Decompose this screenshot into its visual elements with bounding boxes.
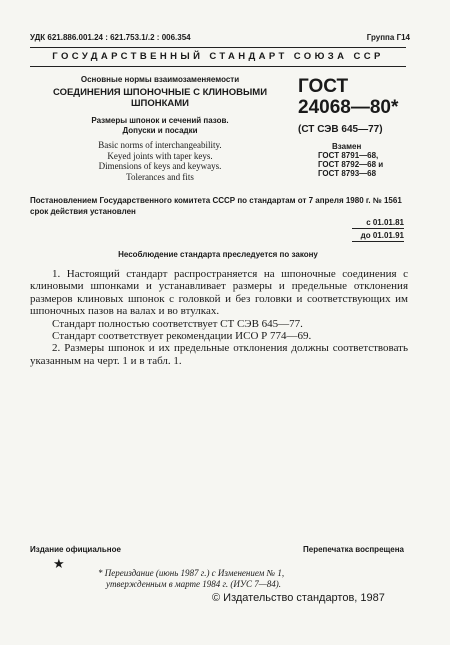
body-text: [30, 268, 408, 367]
date-rule-2: [352, 241, 404, 242]
paragraph-2: Стандарт полностью соответствует СТ СЭВ 645—77.: [52, 317, 303, 330]
english-line-1: Basic norms of interchangeability.: [98, 140, 222, 150]
document-title: [45, 87, 275, 109]
law-notice: Несоблюдение стандарта преследуется по закону: [118, 250, 318, 259]
title-line-2: ШПОНКАМИ: [130, 98, 190, 109]
group-code: Группа Г14: [366, 33, 410, 42]
paragraph-4: 2. Размеры шпонок и их предельные отклонения должны соответствовать указанным на черт. 1 и в табл. 1.: [30, 342, 408, 367]
header-rule-bottom: [30, 66, 406, 67]
reissue-note-line-2: утвержденным в марте 1984 г. (ИУС 7—84).: [106, 579, 281, 589]
replaces-block: [318, 142, 383, 178]
english-line-3: Dimensions of keys and keyways.: [98, 161, 222, 171]
paragraph-3: Стандарт соответствует рекомендации ИСО Р 774—69.: [52, 330, 312, 343]
title-line-1: СОЕДИНЕНИЯ ШПОНОЧНЫЕ С КЛИНОВЫМИ: [52, 87, 268, 98]
star-icon: ★: [53, 556, 65, 571]
date-rule-1: [352, 228, 404, 229]
reprint-prohibited: Перепечатка воспрещена: [303, 545, 404, 554]
copyright: © Издательство стандартов, 1987: [212, 592, 385, 604]
replaces-item-3: ГОСТ 8793—68: [318, 169, 377, 178]
official-edition: Издание официальное: [30, 545, 121, 554]
replaces-item-2: ГОСТ 8792—68 и: [318, 160, 384, 169]
replaces-label: Взамен: [332, 142, 362, 151]
paragraph-1: 1. Настоящий стандарт распространяется на шпоночные соединения с клиновыми шпонками и устанавливает размеры и предельные отклонения размеров клиновых шпонок с головкой и без головки и соответствующих им шпоночных пазов на валах и во втулках.: [30, 268, 408, 318]
norms-line: Основные нормы взаимозаменяемости: [80, 75, 240, 84]
reissue-note-line-1: * Переиздание (июнь 1987 г.) с Изменением № 1,: [98, 568, 285, 578]
replaces-item-1: ГОСТ 8791—68,: [318, 151, 379, 160]
gost-label: ГОСТ: [298, 76, 349, 97]
reissue-note: [98, 568, 408, 590]
gost-number: 24068—80*: [298, 97, 399, 118]
udk-code: УДК 621.886.001.24 : 621.753.1/.2 : 006.354: [30, 33, 191, 42]
header-rule-top: [30, 47, 406, 48]
subtitle-line-2: Допуски и посадки: [122, 126, 198, 135]
standard-type-header: ГОСУДАРСТВЕННЫЙ СТАНДАРТ СОЮЗА ССР: [52, 51, 384, 62]
subtitle-line-1: Размеры шпонок и сечений пазов.: [91, 116, 229, 125]
english-line-2: Keyed joints with taper keys.: [107, 150, 213, 161]
english-title: [45, 140, 275, 182]
document-subtitle: [45, 116, 275, 136]
decree-text: Постановлением Государственного комитета СССР по стандартам от 7 апреля 1980 г. № 1561 срок действия установлен: [30, 196, 402, 216]
effective-to-date: до 01.01.91: [360, 231, 404, 240]
english-line-4: Tolerances and fits: [126, 171, 194, 182]
effective-from-date: с 01.01.81: [366, 218, 404, 227]
sev-reference: (СТ СЭВ 645—77): [298, 124, 383, 135]
